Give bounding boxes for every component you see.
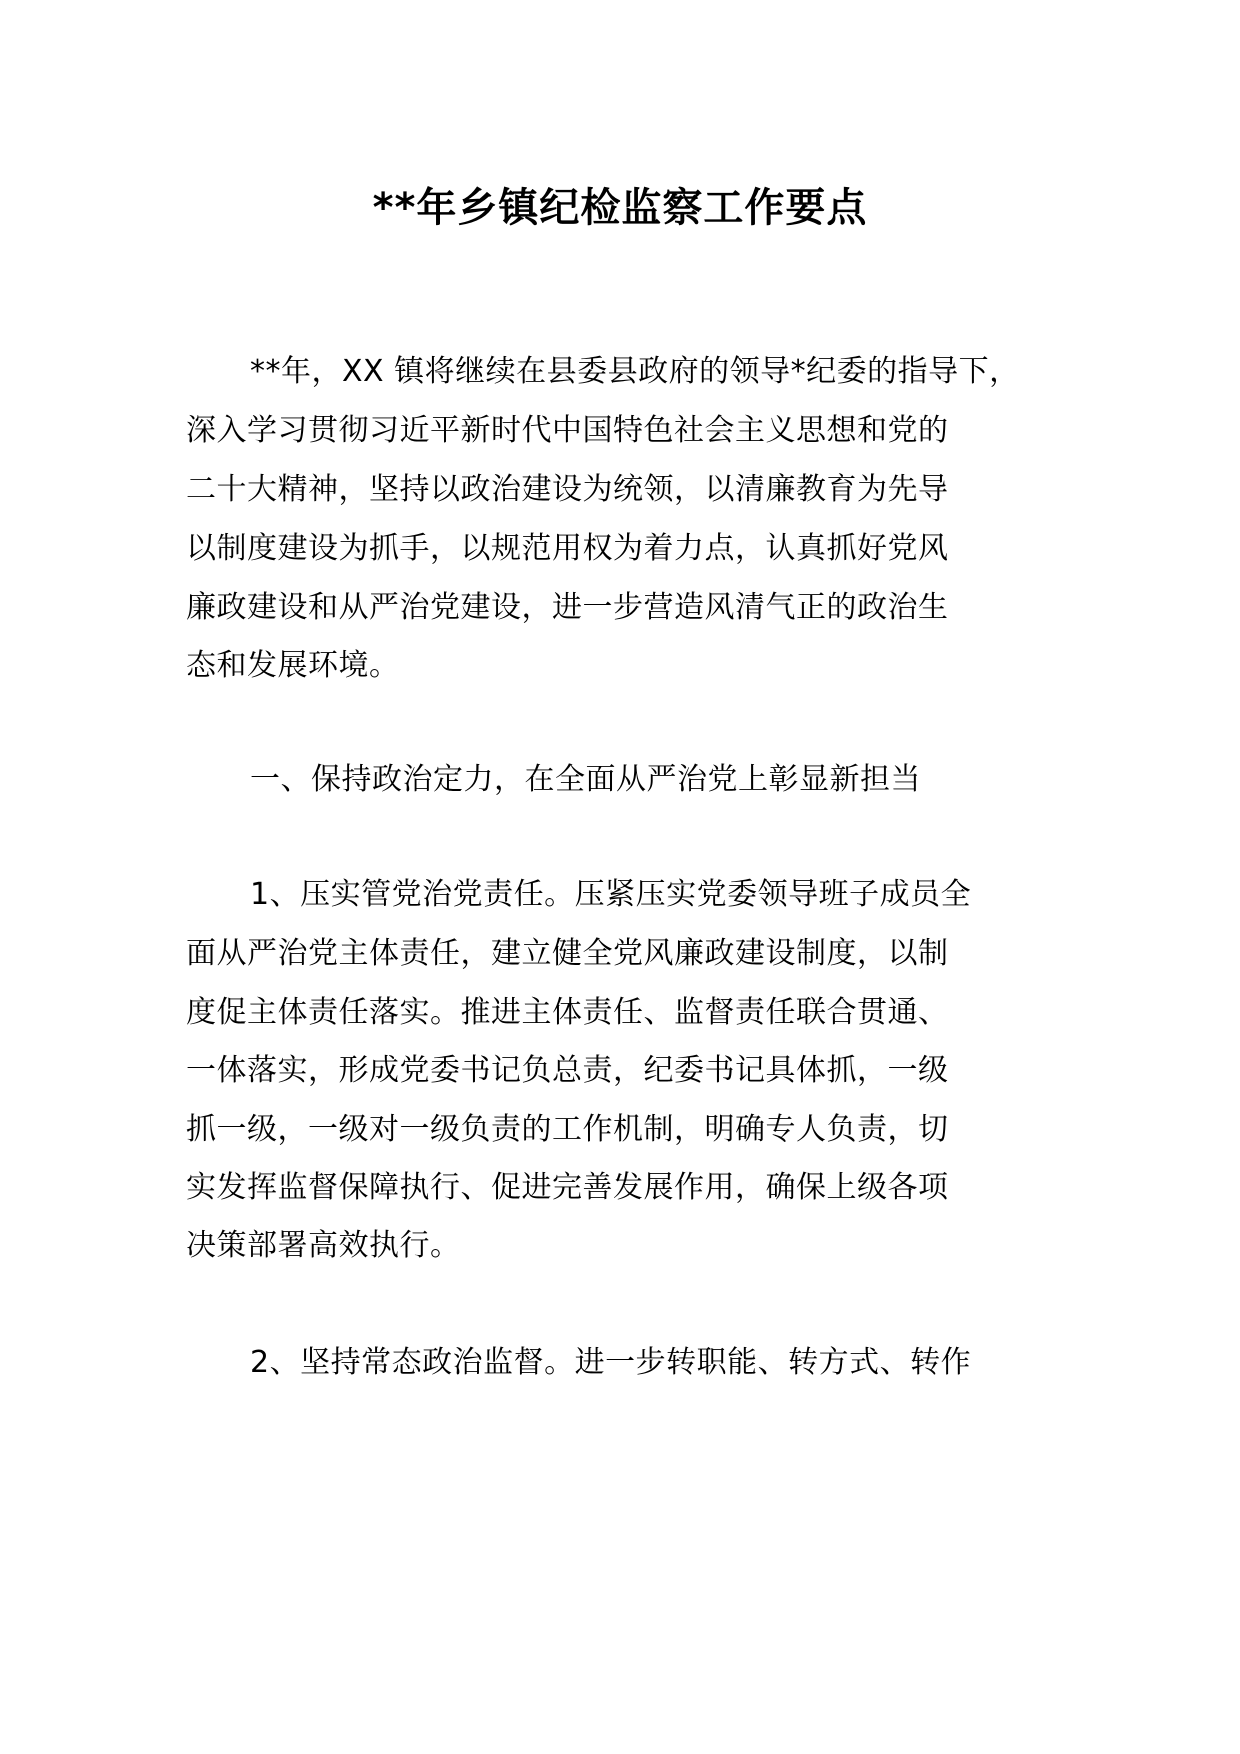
item-line: 决策部署高效执行。 [186,1228,461,1263]
item-line: 度促主体责任落实。推进主体责任、监督责任联合贯通、 [186,995,949,1030]
item-line: 1、压实管党治党责任。压紧压实党委领导班子成员全 [250,877,972,912]
item-line: 抓一级，一级对一级负责的工作机制，明确专人负责，切 [186,1112,949,1147]
item-line: 2、坚持常态政治监督。进一步转职能、转方式、转作 [250,1345,972,1380]
intro-line: **年，XX 镇将继续在县委县政府的领导*纪委的指导下， [250,354,1020,389]
document-title: **年乡镇纪检监察工作要点 [372,185,868,231]
intro-line: 廉政建设和从严治党建设，进一步营造风清气正的政治生 [186,590,949,625]
item-line: 一体落实，形成党委书记负总责，纪委书记具体抓，一级 [186,1053,949,1088]
item-line: 面从严治党主体责任，建立健全党风廉政建设制度，以制 [186,936,949,971]
intro-line: 深入学习贯彻习近平新时代中国特色社会主义思想和党的 [186,413,949,448]
intro-line: 态和发展环境。 [186,648,400,683]
intro-line: 二十大精神，坚持以政治建设为统领，以清廉教育为先导 [186,472,949,507]
intro-line: 以制度建设为抓手，以规范用权为着力点，认真抓好党风 [186,531,949,566]
section-heading: 一、保持政治定力，在全面从严治党上彰显新担当 [250,762,921,797]
item-line: 实发挥监督保障执行、促进完善发展作用，确保上级各项 [186,1170,949,1205]
